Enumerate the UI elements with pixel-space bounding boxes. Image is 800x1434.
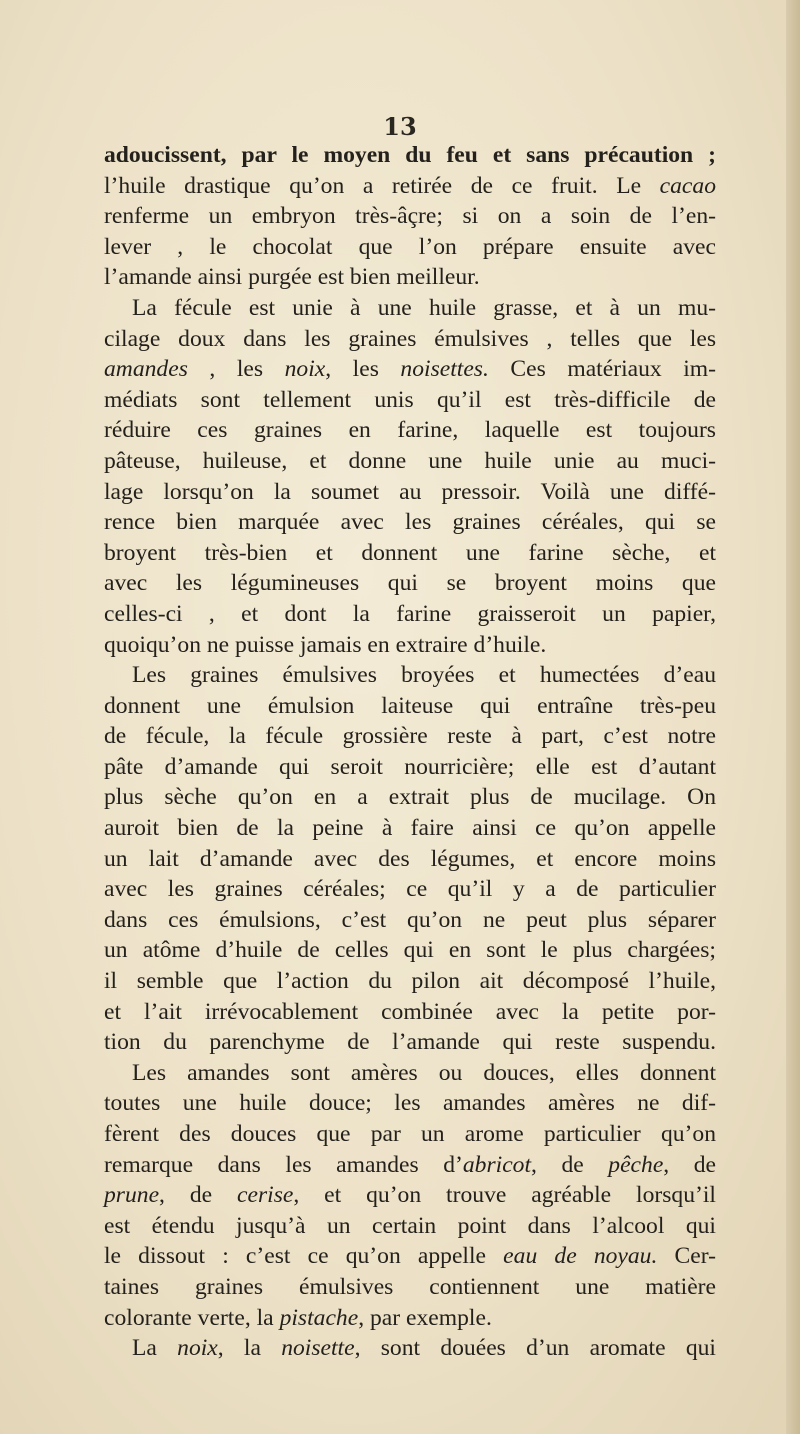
text-line [104, 905, 716, 936]
text-line [104, 354, 716, 385]
text-run: , la [217, 1335, 282, 1362]
text-run: réduire ces graines en farine, laquelle est toujours [104, 417, 716, 444]
text-run: plus sèche qu’on en a extrait plus de mucilage. On [104, 784, 716, 811]
text-line [104, 1333, 716, 1364]
text-run: , les [187, 356, 285, 383]
italic-term: amandes [104, 356, 188, 383]
text-line [104, 1303, 716, 1334]
text-line [104, 935, 716, 966]
text-line [104, 232, 716, 263]
text-run: adoucissent, par le moyen du feu et sans précaution ; [104, 142, 716, 168]
text-run: l’amande ainsi purgée est bien meilleur. [104, 264, 480, 291]
text-line [104, 721, 716, 752]
page-edge [786, 0, 800, 1434]
text-run: , de [159, 1182, 238, 1209]
text-run: lage lorsqu’on la soumet au pressoir. Voilà une diffé- [104, 478, 716, 505]
text-line [104, 201, 716, 232]
text-line [104, 1058, 716, 1089]
italic-term: eau de noyau. [503, 1243, 658, 1270]
text-run: , par exemple. [358, 1304, 492, 1331]
italic-term: noisettes. [400, 356, 489, 383]
text-line [104, 1150, 716, 1181]
text-line [104, 691, 716, 722]
text-line [104, 1241, 716, 1272]
text-run: cilage doux dans les graines émulsives , telles que les [104, 325, 716, 352]
italic-term: noisette [281, 1335, 355, 1362]
text-run: fèrent des douces que par un arome particulier qu’on [104, 1121, 716, 1147]
italic-term: noix [284, 356, 326, 383]
text-run: renferme un embryon très-âçre; si on a soin de l’en- [104, 203, 716, 230]
text-line [104, 844, 716, 875]
text-line [104, 477, 716, 508]
text-run: , de [663, 1151, 716, 1178]
text-run: de fécule, la fécule grossière reste à part, c’est notre [104, 723, 716, 750]
text-run: rence bien marquée avec les graines céréales, qui se [104, 509, 716, 536]
text-line [104, 1180, 716, 1211]
text-run: pâte d’amande qui seroit nourricière; elle est d’autant [104, 753, 716, 780]
text-run: avec les légumineuses qui se broyent moins que [104, 570, 716, 597]
text-run: tion du parenchyme de l’amande qui reste suspendu. [104, 1029, 716, 1056]
text-run: pâteuse, huileuse, et donne une huile unie au muci- [104, 447, 716, 474]
text-run: Ces matériaux im- [488, 356, 716, 383]
text-run: quoiqu’on ne puisse jamais en extraire d’huile. [104, 631, 547, 658]
italic-term: cacao [659, 172, 716, 199]
text-run: un atôme d’huile de celles qui en sont le plus chargées; [104, 937, 716, 964]
text-run: dans ces émulsions, c’est qu’on ne peut plus séparer [104, 906, 716, 933]
text-line [104, 660, 716, 691]
text-line [104, 997, 716, 1028]
text-line [104, 874, 716, 905]
text-line [104, 1027, 716, 1058]
text-line [104, 599, 716, 630]
text-run: est étendu jusqu’à un certain point dans l’alcool qui [104, 1212, 716, 1239]
text-run: avec les graines céréales; ce qu’il y a de particulier [104, 876, 716, 903]
italic-term: prune [104, 1182, 160, 1209]
text-run: , de [531, 1151, 609, 1178]
text-run: broyent très-bien et donnent une farine sèche, et [104, 539, 716, 566]
text-line [104, 1088, 716, 1119]
text-run: l’huile drastique qu’on a retirée de ce fruit. Le [104, 172, 660, 199]
text-line [104, 385, 716, 416]
text-line [104, 415, 716, 446]
text-run: celles-ci , et dont la farine graisseroit un papier, [104, 600, 716, 627]
text-run: toutes une huile douce; les amandes amères ne dif- [104, 1090, 716, 1117]
text-run: Les graines émulsives broyées et humectées d’eau [132, 662, 716, 689]
italic-term: pistache [279, 1304, 359, 1331]
text-line [104, 171, 716, 202]
text-run: Les amandes sont amères ou douces, elles donnent [132, 1059, 716, 1086]
text-line [104, 630, 716, 661]
text-line [104, 507, 716, 538]
text-line [104, 782, 716, 813]
text-line [104, 813, 716, 844]
italic-term: noix [177, 1335, 218, 1362]
text-run: taines graines émulsives contiennent une matière [104, 1273, 716, 1300]
text-line [104, 446, 716, 477]
text-run: , et qu’on trouve agréable lorsqu’il [293, 1182, 716, 1209]
body-text [104, 140, 716, 1364]
text-run: , sont douées d’un aromate qui [354, 1335, 716, 1362]
italic-term: cerise [237, 1182, 294, 1209]
text-line [104, 568, 716, 599]
text-run: lever , le chocolat que l’on prépare ensuite avec [104, 233, 716, 260]
text-run: La [132, 1335, 178, 1362]
italic-term: abricot [462, 1151, 532, 1178]
text-run: il semble que l’action du pilon ait décomposé l’huile, [104, 968, 716, 995]
text-run: donnent une émulsion laiteuse qui entraîne très-peu [104, 692, 716, 719]
text-run: , les [325, 356, 401, 383]
text-run: un lait d’amande avec des légumes, et encore moins [104, 845, 716, 872]
text-line [104, 1119, 716, 1150]
text-run: remarque dans les amandes d’ [104, 1151, 463, 1178]
text-line [104, 966, 716, 997]
text-run: Cer- [657, 1243, 716, 1270]
text-run: médiats sont tellement unis qu’il est très-difficile de [104, 386, 716, 413]
text-line [104, 324, 716, 355]
text-run: le dissout : c’est ce qu’on appelle [104, 1243, 504, 1270]
text-run: colorante verte, la [104, 1304, 280, 1331]
text-run: auroit bien de la peine à faire ainsi ce qu’on appelle [104, 815, 716, 842]
text-line [104, 140, 716, 171]
text-line [104, 538, 716, 569]
page-number: 13 [383, 112, 417, 141]
text-run: et l’ait irrévocablement combinée avec la petite por- [104, 998, 716, 1025]
text-line [104, 752, 716, 783]
text-run: La fécule est unie à une huile grasse, et à un mu- [132, 294, 716, 321]
text-line [104, 1272, 716, 1303]
italic-term: pêche [608, 1151, 664, 1178]
text-line [104, 293, 716, 324]
text-line [104, 262, 716, 293]
text-line [104, 1211, 716, 1242]
